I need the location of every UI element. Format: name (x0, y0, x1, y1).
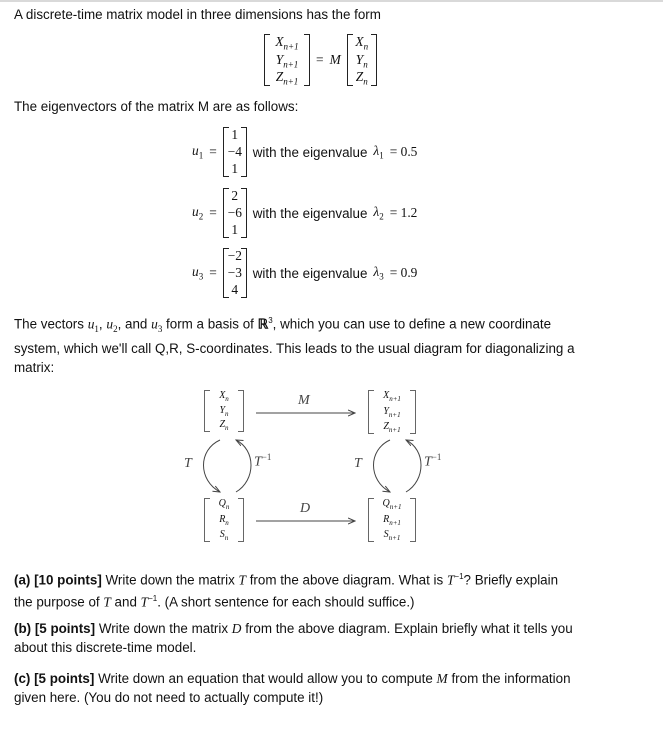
bottom-arrow-label: D (300, 501, 311, 516)
rhs-vector: $X_n$ $Y_n$ $Z_n$ (347, 34, 377, 86)
eigenvector-3: $u_3$ = −2 −3 4 with the eigenvalue $\lambda_3$ = 0.9 (192, 248, 418, 297)
model-equals: = (316, 52, 324, 67)
top-left-vector: $X_n$ $Y_n$ $Z_n$ (204, 390, 244, 432)
intro-text: A discrete-time matrix model in three dimensions has the form (14, 7, 381, 22)
eigenvector-2: $u_2$ = 2 −6 1 with the eigenvalue $\lambda_2$ = 1.2 (192, 188, 418, 237)
bottom-right-vector: $Q_{n+1}$ $R_{n+1}$ $S_{n+1}$ (368, 498, 416, 542)
left-T-label: T (184, 456, 192, 471)
left-Tinv-label: $T^{-1}$ (254, 452, 272, 470)
right-Tinv-arrow (406, 440, 421, 492)
right-Tinv-label: $T^{-1}$ (424, 452, 442, 470)
question-a: (a) [10 points] Write down the matrix T from the above diagram. What is $T^{-1}$? Briefly explain the purpose of T and $T^{-1}$. (A short sentence for each should suffice.) (14, 572, 559, 610)
question-c: (c) [5 points] Write down an equation that would allow you to compute M from the information given here. (You do not need to actually compute it!) (14, 671, 571, 705)
left-T-arrow (204, 440, 221, 492)
top-arrow-label: M (298, 393, 310, 408)
basis-paragraph: The vectors $u_1$, $u_2$, and $u_3$ form a basis of ℝ$^3$, which you can use to define a new coordinate system, which we'll call Q,R, S-coordinates. This leads to the usual diagram for diagonalizing a matrix: (14, 316, 575, 376)
matrix-M: M (329, 52, 341, 67)
left-Tinv-arrow (236, 440, 251, 492)
eigenvector-1: $u_1$ = 1 −4 1 with the eigenvalue $\lambda_1$ = 0.5 (192, 127, 418, 176)
bottom-left-vector: $Q_n$ $R_n$ $S_n$ (204, 498, 244, 542)
lhs-vector: $X_{n+1}$ $Y_{n+1}$ $Z_{n+1}$ (264, 34, 310, 86)
right-T-arrow (374, 440, 391, 492)
top-right-vector: $X_{n+1}$ $Y_{n+1}$ $Z_{n+1}$ (368, 390, 416, 434)
top-border (0, 0, 663, 2)
right-T-label: T (354, 456, 362, 471)
question-b: (b) [5 points] Write down the matrix D from the above diagram. Explain briefly what it tells you about this discrete-time model. (14, 621, 573, 655)
diagonalization-diagram (170, 388, 490, 548)
eigen-intro: The eigenvectors of the matrix M are as follows: (14, 99, 299, 114)
model-equation (264, 34, 377, 86)
